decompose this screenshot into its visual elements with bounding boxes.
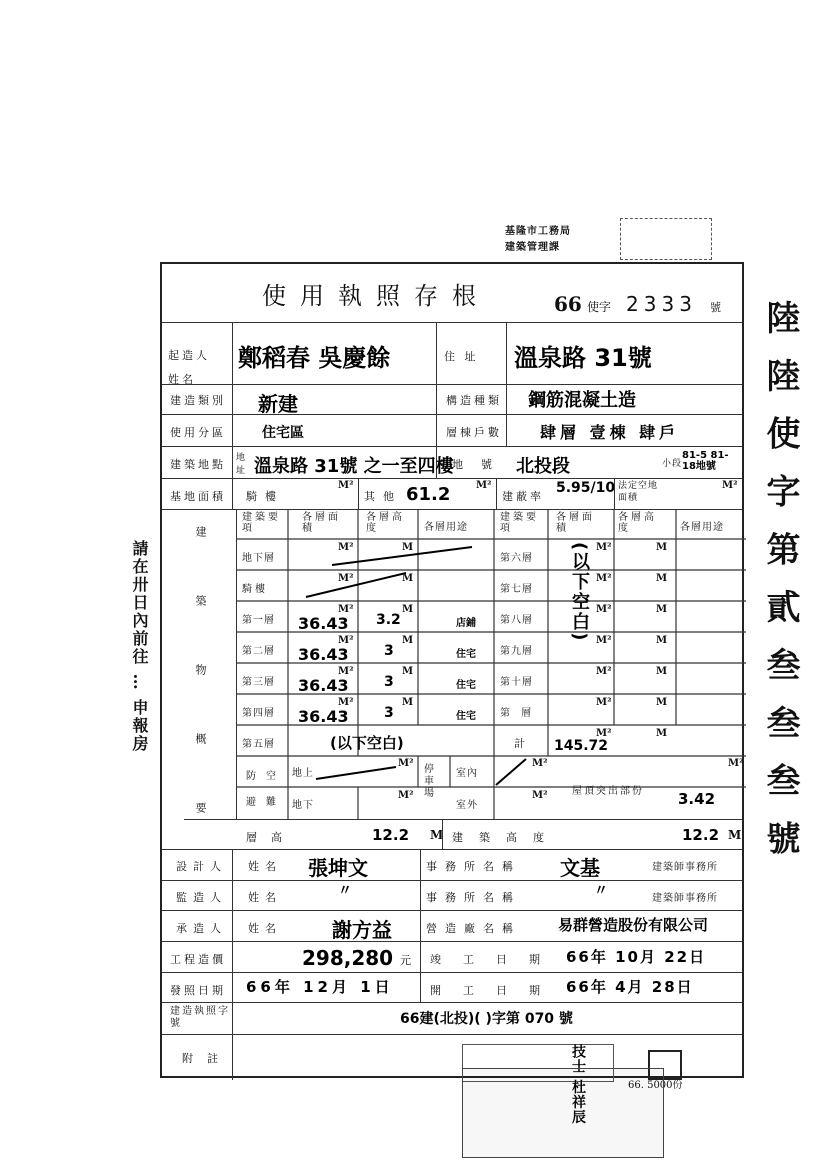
parking-label: 停車場	[424, 764, 434, 799]
unit-8-m: M	[656, 604, 668, 615]
applicant-value: 鄭稻春 吳慶餘	[238, 344, 391, 372]
floor-name-8: 第八層	[500, 615, 533, 626]
building-height-value: 12.2	[682, 826, 720, 844]
contractor-firm: 易群營造股份有限公司	[558, 916, 709, 934]
unit-2-m2: M²	[338, 635, 354, 646]
right-margin-note: 陸 陸 使 字 第 貳 叁 叁 叁 號	[760, 300, 800, 861]
floor-name-6: 第六層	[500, 553, 533, 564]
floors-value: 肆層 壹棟 肆戶	[540, 423, 680, 442]
unit-10-m: M	[656, 666, 668, 677]
unit-1-m2: M²	[338, 604, 354, 615]
contractor-firm-label: 營造廠名稱	[426, 922, 521, 935]
roof-value: 3.42	[678, 790, 716, 808]
roof-label: 屋頂突出部份	[572, 786, 644, 797]
building-type-value: 新建	[258, 392, 298, 416]
permit-value: 66建(北投)( )字第 070 號	[400, 1011, 573, 1027]
floor-name-b1: 地下層	[242, 553, 275, 564]
seal-stamp	[620, 218, 712, 260]
area-other-value: 61.2	[406, 484, 451, 505]
unit-9-m: M	[656, 635, 668, 646]
shelter-below-unit: M²	[398, 790, 414, 801]
supervisor-name: 〃	[338, 883, 352, 899]
roof-unit: M²	[728, 758, 744, 769]
unit-b1-m2: M²	[338, 542, 354, 553]
office-stamp-line2: 建築管理課	[505, 242, 560, 253]
contractor-name: 謝方益	[332, 918, 392, 942]
storey-height-value: 12.2	[372, 826, 410, 844]
unit-arcade-m2: M²	[338, 573, 354, 584]
floor-name-n: 第 層	[500, 708, 536, 719]
supervisor-office: 〃	[594, 883, 608, 899]
shelter-above: 地上	[292, 768, 314, 779]
area-label: 基地面積	[170, 490, 226, 503]
section-building-label: 建築物概要	[194, 526, 207, 871]
building-type-label: 建造類別	[170, 394, 226, 407]
floor-name-2: 第二層	[242, 646, 275, 657]
cost-unit: 元	[400, 954, 414, 967]
lot-value: 北投段	[516, 456, 570, 477]
issue-value: 66年 12月 1日	[246, 978, 394, 996]
floor-name-3: 第三層	[242, 677, 275, 688]
floor-name-total: 計	[514, 737, 528, 750]
shelter-below: 地下	[292, 800, 314, 811]
floor-2-use: 住宅	[456, 649, 476, 660]
permit-number-prefix: 66	[554, 292, 582, 316]
shelter-above-unit: M²	[398, 758, 414, 769]
floor-name-10: 第十層	[500, 677, 533, 688]
remarks-label: 附註	[182, 1052, 232, 1065]
issue-label: 發照日期	[170, 984, 226, 997]
floor-name-5: 第五層	[242, 739, 275, 750]
floor-name-arcade: 騎樓	[242, 584, 268, 595]
parking-outdoor-unit: M²	[532, 790, 548, 801]
cost-value: 298,280	[302, 946, 394, 970]
unit-9-m2: M²	[596, 635, 612, 646]
structure-value: 鋼筋混凝土造	[528, 390, 636, 411]
parking-indoor: 室內	[456, 768, 478, 779]
floor-2-height: 3	[384, 643, 394, 659]
floor-1-use: 店鋪	[456, 618, 476, 629]
header-right-area: 各層面積	[556, 512, 595, 534]
supervisor-label: 監造人	[176, 891, 227, 904]
area-other-label: 其他	[364, 490, 402, 503]
site-sub-label: 地址	[236, 453, 246, 476]
parking-indoor-unit: M²	[532, 758, 548, 769]
bottom-stamp-area	[462, 1068, 664, 1158]
unit-n-m2: M²	[596, 697, 612, 708]
supervisor-office-suffix: 建築師事務所	[652, 893, 718, 904]
designer-office-suffix: 建築師事務所	[652, 862, 718, 873]
completion-value: 66年 10月 22日	[566, 948, 707, 966]
designer-office-label: 事務所名稱	[426, 860, 521, 873]
unit-total-m: M	[656, 728, 668, 739]
unit-3-m2: M²	[338, 666, 354, 677]
floor-2-area: 36.43	[298, 645, 349, 664]
permit-number-suffix: 號	[710, 301, 722, 314]
lot-small-value: 81-5 81-18地號	[682, 450, 729, 472]
completion-label: 竣工日期	[430, 953, 562, 966]
unit-2-m: M	[402, 635, 414, 646]
site-label: 建築地點	[170, 458, 226, 471]
header-right-use: 各層用途	[680, 522, 724, 533]
structure-label: 構造種類	[446, 394, 502, 407]
coverage-value: 5.95/10	[556, 480, 616, 496]
lot-label: 地號	[452, 458, 510, 471]
unit-arcade-m: M	[402, 573, 414, 584]
unit-10-m2: M²	[596, 666, 612, 677]
print-note: 66. 5000份	[628, 1080, 683, 1091]
floor-1-area: 36.43	[298, 614, 349, 633]
address-value: 溫泉路 31號	[514, 344, 652, 372]
legal-space-unit: M²	[722, 480, 738, 491]
designer-office: 文基	[560, 856, 600, 880]
floor-3-use: 住宅	[456, 680, 476, 691]
floor-name-4: 第四層	[242, 708, 275, 719]
header-left-area: 各層面積	[302, 512, 341, 534]
area-arcade-label: 騎樓	[246, 490, 284, 503]
parking-outdoor: 室外	[456, 800, 478, 811]
floor-3-area: 36.43	[298, 676, 349, 695]
supervisor-name-label: 姓名	[248, 891, 282, 904]
address-label: 住 址	[444, 350, 479, 363]
permit-number-char: 使字	[586, 300, 611, 314]
shelter-label: 防空避難	[246, 771, 286, 808]
designer-name-label: 姓名	[248, 860, 282, 873]
unit-7-m: M	[656, 573, 668, 584]
applicant-label: 起造人 姓名	[168, 349, 210, 386]
building-height-label: 建築高度	[452, 831, 560, 844]
header-right-height: 各層高度	[618, 512, 657, 534]
permit-label: 建造執照字號	[170, 1006, 230, 1029]
floors-label: 層棟戶數	[446, 426, 502, 439]
permit-number	[554, 292, 721, 316]
left-margin-note: 請在卅日內前往 … 申報房	[130, 540, 149, 754]
office-stamp-line1: 基隆市工務局	[505, 226, 571, 237]
unit-4-m: M	[402, 697, 414, 708]
designer-label: 設計人	[176, 860, 227, 873]
zoning-value: 住宅區	[262, 425, 304, 441]
floor-4-use: 住宅	[456, 711, 476, 722]
lot-small-label: 小段	[662, 459, 683, 469]
coverage-label: 建蔽率	[502, 490, 544, 503]
unit-6-m: M	[656, 542, 668, 553]
unit-7-m2: M²	[596, 573, 612, 584]
area-other-unit: M²	[476, 480, 492, 491]
unit-6-m2: M²	[596, 542, 612, 553]
storey-height-label: 層高	[246, 831, 296, 844]
cost-label: 工程造價	[170, 953, 226, 966]
header-left-use: 各層用途	[424, 522, 468, 533]
office-stamp	[505, 218, 615, 254]
site-value: 溫泉路 31號 之一至四樓	[254, 456, 454, 477]
floor-total-area: 145.72	[554, 738, 609, 754]
header-left-item: 建築要項	[242, 512, 281, 534]
header-left-height: 各層高度	[366, 512, 405, 534]
contractor-name-label: 姓名	[248, 922, 282, 935]
floor-name-7: 第七層	[500, 584, 533, 595]
floor-3-height: 3	[384, 674, 394, 690]
unit-3-m: M	[402, 666, 414, 677]
technician-stamp-text: 技士 杜祥辰	[570, 1044, 586, 1125]
unit-n-m: M	[656, 697, 668, 708]
permit-form	[160, 262, 744, 1125]
header-right-item: 建築要項	[500, 512, 539, 534]
form-title: 使用執照存根	[262, 282, 490, 310]
unit-b1-m: M	[402, 542, 414, 553]
zoning-label: 使用分區	[170, 426, 226, 439]
designer-name: 張坤文	[308, 856, 368, 880]
floor-1-height: 3.2	[376, 612, 401, 628]
floor-5-area: (以下空白)	[330, 734, 404, 752]
building-height-unit: M	[728, 828, 742, 842]
permit-number-value: 2333	[626, 292, 697, 316]
unit-8-m2: M²	[596, 604, 612, 615]
floor-6-blank-note: (以下空白)	[569, 542, 590, 643]
unit-4-m2: M²	[338, 697, 354, 708]
floor-name-1: 第一層	[242, 615, 275, 626]
start-value: 66年 4月 28日	[566, 978, 694, 996]
legal-space-label: 法定空地面積	[618, 481, 659, 503]
supervisor-office-label: 事務所名稱	[426, 891, 521, 904]
unit-total-m2: M²	[596, 728, 612, 739]
area-arcade-unit: M²	[338, 480, 354, 491]
floor-name-9: 第九層	[500, 646, 533, 657]
floor-4-height: 3	[384, 705, 394, 721]
contractor-label: 承造人	[176, 922, 227, 935]
unit-1-m: M	[402, 604, 414, 615]
floor-4-area: 36.43	[298, 707, 349, 726]
storey-height-unit: M	[430, 828, 444, 842]
start-label: 開工日期	[430, 984, 562, 997]
